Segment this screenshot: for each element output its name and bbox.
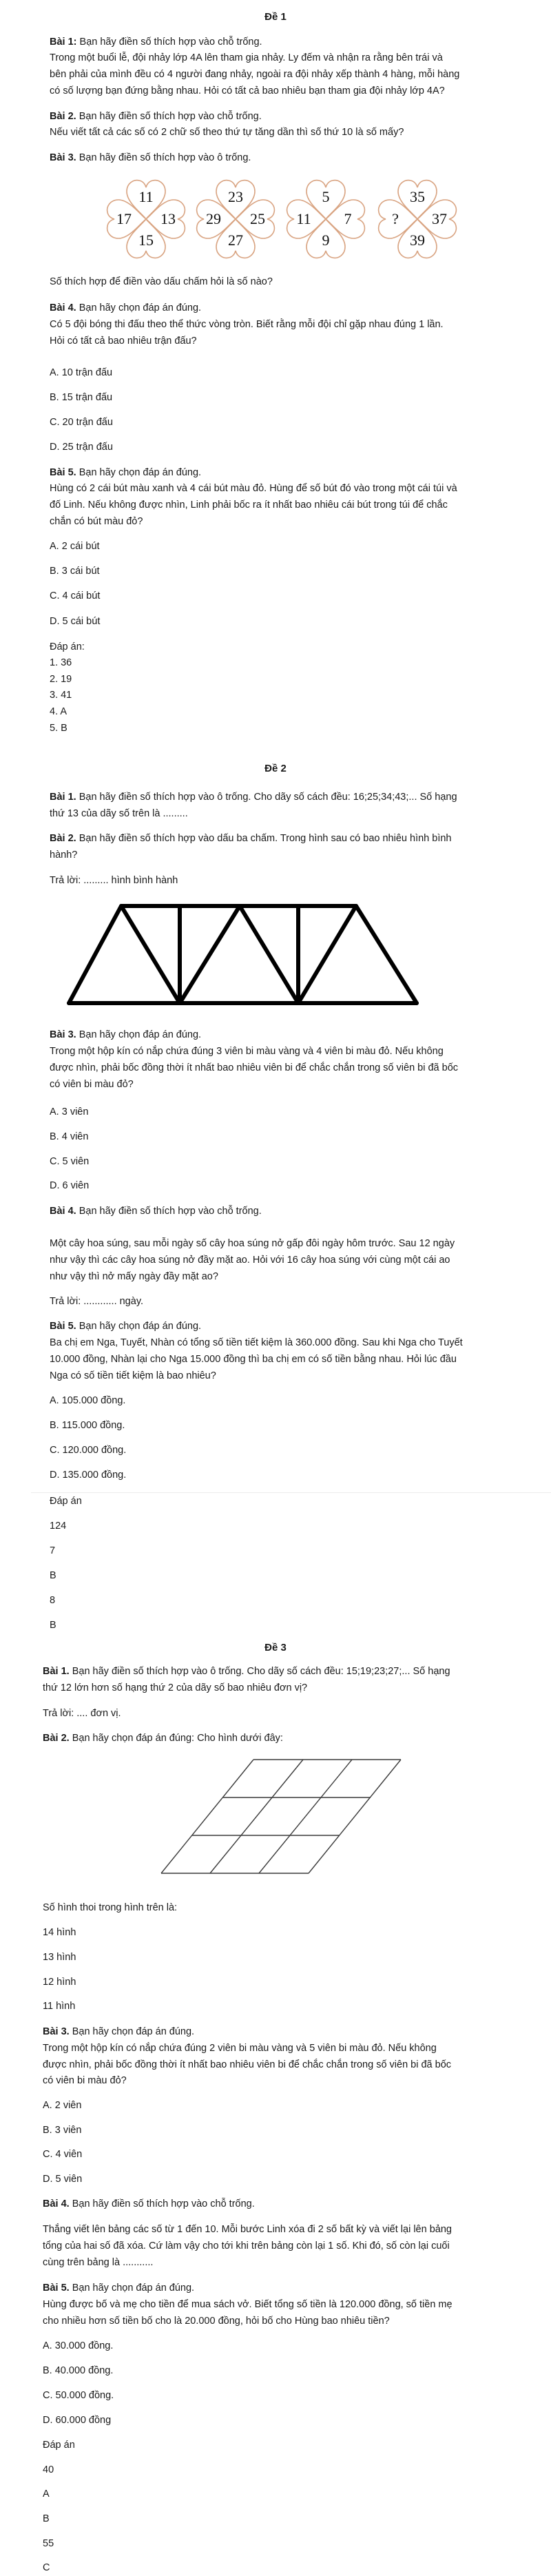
de3-bai3-prompt: Bạn hãy chọn đáp án đúng. bbox=[69, 2026, 195, 2037]
de3-bai3-label: Bài 3. bbox=[43, 2026, 70, 2037]
flower-4-left: ? bbox=[392, 210, 399, 228]
de2-bai1-line: thứ 13 của dãy số trên là ......... bbox=[50, 808, 188, 819]
de2-bai5-heading bbox=[50, 1319, 201, 1335]
de3-bai5-label: Bài 5. bbox=[43, 2283, 70, 2294]
de2-bai1-label: Bài 1. bbox=[50, 792, 76, 803]
de3-bai1-answer-line: Trả lời: .... đơn vị. bbox=[43, 1708, 121, 1719]
flower-3-bottom: 9 bbox=[322, 231, 330, 249]
de2-answer-2: 7 bbox=[50, 1545, 56, 1556]
rhombus-grid-figure bbox=[157, 1755, 406, 1878]
de2-bai5-label: Bài 5. bbox=[50, 1321, 76, 1332]
de2-bai2-label: Bài 2. bbox=[50, 833, 76, 844]
de1-bai5-heading bbox=[50, 465, 201, 481]
de2-bai5-line: 10.000 đồng, Nhàn lại cho Nga 15.000 đồng thì ba chị em có số tiền bằng nhau. Hỏi lúc đầu bbox=[50, 1354, 457, 1365]
de1-bai3-question: Số thích hợp để điền vào dấu chấm hỏi là số nào? bbox=[50, 276, 273, 287]
de1-answer-2: 2. 19 bbox=[50, 674, 72, 685]
de2-bai4-label: Bài 4. bbox=[50, 1206, 76, 1217]
de3-bai3-option-d: D. 5 viên bbox=[43, 2174, 83, 2185]
de2-answers-label: Đáp án bbox=[50, 1496, 82, 1507]
de1-answer-5: 5. B bbox=[50, 723, 67, 734]
de1-bai4-option-b: B. 15 trận đấu bbox=[50, 392, 113, 403]
de2-bai3-label: Bài 3. bbox=[50, 1029, 76, 1040]
de2-bai3-option-d: D. 6 viên bbox=[50, 1180, 90, 1191]
flower-4-bottom: 39 bbox=[410, 231, 425, 249]
de3-bai5-heading bbox=[43, 2280, 194, 2296]
de2-bai5-option-a: A. 105.000 đồng. bbox=[50, 1395, 126, 1406]
exam-2-title: Đề 2 bbox=[264, 763, 287, 774]
de1-bai3-label: Bài 3. bbox=[50, 152, 76, 163]
de3-bai2-label: Bài 2. bbox=[43, 1733, 70, 1744]
de3-bai1-line: thứ 12 lớn hơn số hạng thứ 2 của dãy số bao nhiêu đơn vị? bbox=[43, 1682, 308, 1693]
de2-answer-4: 8 bbox=[50, 1595, 56, 1606]
de3-bai4-prompt: Bạn hãy điền số thích hợp vào chỗ trống. bbox=[69, 2198, 255, 2209]
de3-bai4-line: tổng của hai số đã xóa. Cứ làm vậy cho tới khi trên bảng còn lại 1 số. Khi đó, số còn lại cuối bbox=[43, 2240, 450, 2252]
de3-bai2-option-4: 11 hình bbox=[43, 2001, 76, 2012]
de1-bai4-line: Hỏi có tất cả bao nhiêu trận đấu? bbox=[50, 336, 197, 347]
flower-3-right: 7 bbox=[344, 210, 352, 228]
de3-bai3-option-b: B. 3 viên bbox=[43, 2125, 82, 2136]
de3-answers-label: Đáp án bbox=[43, 2440, 75, 2451]
de3-answer-3: B bbox=[43, 2513, 50, 2524]
section-divider bbox=[31, 1492, 551, 1493]
de2-bai3-option-c: C. 5 viên bbox=[50, 1156, 90, 1167]
de3-bai4-heading bbox=[43, 2196, 255, 2212]
flower-1-right: 13 bbox=[160, 210, 176, 228]
de2-bai2-answer-line: Trả lời: ......... hình bình hành bbox=[50, 875, 178, 886]
de3-answer-2: A bbox=[43, 2489, 50, 2500]
de3-bai2-heading bbox=[43, 1731, 283, 1746]
de1-bai4-prompt: Bạn hãy chọn đáp án đúng. bbox=[76, 302, 202, 313]
clover-flowers-figure bbox=[96, 176, 468, 265]
de3-bai1-label: Bài 1. bbox=[43, 1666, 70, 1677]
de1-bai5-option-d: D. 5 cái bút bbox=[50, 616, 101, 627]
de2-answer-1: 124 bbox=[50, 1521, 67, 1532]
de1-bai1-line: có số lượng bạn đứng bằng nhau. Hỏi có tất cả bao nhiêu bạn tham gia đội nhảy lớp 4A? bbox=[50, 85, 445, 96]
de1-bai1-line: bên phải của mình đều có 4 người đang nhảy, ngoài ra đội nhảy xếp thành 4 hàng, mỗi hàng bbox=[50, 69, 460, 80]
de2-answer-3: B bbox=[50, 1570, 56, 1581]
flower-3-left: 11 bbox=[296, 210, 311, 228]
de1-bai5-label: Bài 5. bbox=[50, 467, 76, 478]
flower-1-top: 11 bbox=[138, 188, 154, 206]
de1-bai1-heading bbox=[50, 34, 262, 50]
de1-bai2-label: Bài 2. bbox=[50, 111, 76, 122]
flower-4-right: 37 bbox=[432, 210, 447, 228]
parallelogram-truss-figure bbox=[65, 899, 424, 1009]
de3-bai5-option-a: A. 30.000 đồng. bbox=[43, 2340, 114, 2351]
de1-answer-1: 1. 36 bbox=[50, 657, 72, 668]
de1-bai4-option-d: D. 25 trận đấu bbox=[50, 442, 113, 453]
flower-2-bottom: 27 bbox=[228, 231, 243, 249]
flower-4-top: 35 bbox=[410, 188, 425, 206]
de3-bai5-prompt: Bạn hãy chọn đáp án đúng. bbox=[69, 2283, 195, 2294]
de1-bai1-label: Bài 1: bbox=[50, 37, 77, 48]
de3-bai3-line: Trong một hộp kín có nắp chứa đúng 2 viên bi màu vàng và 5 viên bi màu đỏ. Nếu không bbox=[43, 2043, 437, 2054]
de1-bai5-prompt: Bạn hãy chọn đáp án đúng. bbox=[76, 467, 202, 478]
de2-bai3-line: được nhìn, phải bốc đồng thời ít nhất bao nhiêu viên bi để chắc chắn trong số viên bi đã bốc bbox=[50, 1062, 459, 1073]
de2-bai4-heading bbox=[50, 1204, 262, 1219]
de3-answer-5: C bbox=[43, 2562, 50, 2573]
de1-bai4-option-c: C. 20 trận đấu bbox=[50, 417, 113, 428]
de2-bai3-heading bbox=[50, 1027, 201, 1043]
de2-bai3-prompt: Bạn hãy chọn đáp án đúng. bbox=[76, 1029, 202, 1040]
de1-bai4-line: Có 5 đội bóng thi đấu theo thể thức vòng tròn. Biết rằng mỗi đội chỉ gặp nhau đúng 1 lần. bbox=[50, 319, 444, 330]
de3-bai2-option-1: 14 hình bbox=[43, 1927, 76, 1938]
flower-2-left: 29 bbox=[206, 210, 221, 228]
de1-answer-4: 4. A bbox=[50, 706, 67, 717]
de3-bai1-heading bbox=[43, 1664, 450, 1680]
flower-3 bbox=[287, 181, 365, 258]
de3-bai3-option-a: A. 2 viên bbox=[43, 2100, 82, 2111]
de3-bai4-label: Bài 4. bbox=[43, 2198, 70, 2209]
de1-bai4-heading bbox=[50, 300, 201, 316]
de3-bai5-option-c: C. 50.000 đồng. bbox=[43, 2390, 114, 2401]
de1-bai5-line: Hùng có 2 cái bút màu xanh và 4 cái bút màu đỏ. Hùng để số bút đó vào trong một cái túi và bbox=[50, 483, 457, 494]
de1-answers-label: Đáp án: bbox=[50, 641, 85, 652]
de2-bai2-line: hành? bbox=[50, 849, 78, 861]
de2-bai4-line: Một cây hoa súng, sau mỗi ngày số cây hoa súng nở gấp đôi ngày hôm trước. Sau 12 ngày bbox=[50, 1238, 455, 1249]
de2-bai5-option-d: D. 135.000 đồng. bbox=[50, 1470, 127, 1481]
de2-bai5-option-c: C. 120.000 đồng. bbox=[50, 1445, 127, 1456]
de3-answer-4: 55 bbox=[43, 2538, 54, 2549]
de3-bai3-line: có viên bi màu đỏ? bbox=[43, 2075, 127, 2086]
de1-bai1-line: Trong một buổi lễ, đội nhảy lớp 4A lên tham gia nhảy. Ly đếm và nhận ra rằng bên trái và bbox=[50, 52, 443, 63]
de2-bai4-prompt: Bạn hãy điền số thích hợp vào chỗ trống. bbox=[76, 1206, 262, 1217]
de1-bai5-option-a: A. 2 cái bút bbox=[50, 541, 100, 552]
exam-3-title: Đề 3 bbox=[264, 1642, 287, 1653]
de1-bai5-option-c: C. 4 cái bút bbox=[50, 590, 101, 601]
flower-2-right: 25 bbox=[250, 210, 265, 228]
de2-bai2-heading bbox=[50, 831, 451, 847]
de1-bai5-option-b: B. 3 cái bút bbox=[50, 566, 100, 577]
de1-bai3-heading bbox=[50, 150, 251, 166]
de3-bai3-option-c: C. 4 viên bbox=[43, 2149, 83, 2160]
de3-bai2-option-2: 13 hình bbox=[43, 1952, 76, 1963]
de2-bai3-option-b: B. 4 viên bbox=[50, 1131, 89, 1142]
flower-3-top: 5 bbox=[322, 188, 330, 206]
de2-bai4-line: như vậy thì các cây hoa súng nở đầy mặt ao. Hỏi với 16 cây hoa súng với cùng một cái ao bbox=[50, 1255, 450, 1266]
de1-bai3-prompt: Bạn hãy điền số thích hợp vào ô trống. bbox=[76, 152, 251, 163]
de2-answer-5: B bbox=[50, 1620, 56, 1631]
de3-bai1-line: Bạn hãy điền số thích hợp vào ô trống. Cho dãy số cách đều: 15;19;23;27;... Số hạng bbox=[69, 1666, 450, 1677]
de3-answer-1: 40 bbox=[43, 2464, 54, 2475]
de1-bai5-line: chắn có bút màu đỏ? bbox=[50, 516, 143, 527]
flower-1 bbox=[107, 181, 185, 258]
de2-bai4-answer-line: Trả lời: ............ ngày. bbox=[50, 1296, 144, 1307]
de2-bai5-line: Nga có số tiền tiết kiệm là bao nhiêu? bbox=[50, 1370, 216, 1381]
de2-bai1-heading bbox=[50, 790, 457, 805]
de1-bai1-prompt: Bạn hãy điền số thích hợp vào chỗ trống. bbox=[76, 37, 262, 48]
flower-4 bbox=[379, 181, 457, 258]
de2-bai1-line: Bạn hãy điền số thích hợp vào ô trống. Cho dãy số cách đều: 16;25;34;43;... Số hạng bbox=[76, 792, 457, 803]
de2-bai5-prompt: Bạn hãy chọn đáp án đúng. bbox=[76, 1321, 202, 1332]
de1-bai5-line: đố Linh. Nếu không được nhìn, Linh phải bốc ra ít nhất bao nhiêu cái bút trong túi để chắc bbox=[50, 499, 448, 511]
de2-bai5-line: Ba chị em Nga, Tuyết, Nhàn có tổng số tiền tiết kiệm là 360.000 đồng. Sau khi Nga cho Tuyết bbox=[50, 1337, 463, 1348]
de2-bai5-option-b: B. 115.000 đồng. bbox=[50, 1420, 125, 1431]
de1-bai4-option-a: A. 10 trận đấu bbox=[50, 367, 113, 378]
de2-bai3-line: Trong một hộp kín có nắp chứa đúng 3 viên bi màu vàng và 4 viên bi màu đỏ. Nếu không bbox=[50, 1046, 444, 1057]
de1-bai2-heading bbox=[50, 109, 262, 125]
flower-1-bottom: 15 bbox=[138, 231, 154, 249]
de3-bai2-question: Số hình thoi trong hình trên là: bbox=[43, 1902, 178, 1913]
de1-bai2-line: Nếu viết tất cả các số có 2 chữ số theo thứ tự tăng dần thì số thứ 10 là số mấy? bbox=[50, 127, 404, 138]
flower-1-left: 17 bbox=[116, 210, 132, 228]
de3-bai4-line: Thắng viết lên bảng các số từ 1 đến 10. Mỗi bước Linh xóa đi 2 số bất kỳ và viết lại lên bảng bbox=[43, 2224, 452, 2235]
de1-answer-3: 3. 41 bbox=[50, 690, 72, 701]
de3-bai5-line: Hùng được bố và mẹ cho tiền để mua sách vở. Biết tổng số tiền là 120.000 đồng, số tiền mẹ bbox=[43, 2299, 453, 2310]
de3-bai2-option-3: 12 hình bbox=[43, 1977, 76, 1988]
de3-bai3-heading bbox=[43, 2024, 194, 2040]
de2-bai3-option-a: A. 3 viên bbox=[50, 1106, 89, 1117]
flower-2 bbox=[197, 181, 275, 258]
de3-bai3-line: được nhìn, phải bốc đồng thời ít nhất bao nhiêu viên bi để chắc chắn trong số viên bi đã bốc bbox=[43, 2059, 452, 2070]
de3-bai5-option-b: B. 40.000 đồng. bbox=[43, 2365, 114, 2376]
de1-bai4-label: Bài 4. bbox=[50, 302, 76, 313]
de2-bai3-line: có viên bi màu đỏ? bbox=[50, 1079, 134, 1090]
de2-bai2-line: Bạn hãy điền số thích hợp vào dấu ba chấm. Trong hình sau có bao nhiêu hình bình bbox=[76, 833, 452, 844]
de2-bai4-line: như vậy thì nở mấy ngày đầy mặt ao? bbox=[50, 1271, 218, 1282]
exam-1-title: Đề 1 bbox=[264, 11, 287, 23]
de1-bai2-prompt: Bạn hãy điền số thích hợp vào chỗ trống. bbox=[76, 111, 262, 122]
de3-bai2-prompt: Bạn hãy chọn đáp án đúng: Cho hình dưới đây: bbox=[69, 1733, 283, 1744]
de3-bai4-line: cùng trên bảng là ........... bbox=[43, 2257, 154, 2268]
de3-bai5-option-d: D. 60.000 đồng bbox=[43, 2415, 112, 2426]
flower-2-top: 23 bbox=[228, 188, 243, 206]
de3-bai5-line: cho nhiều hơn số tiền bố cho là 20.000 đồng, hỏi bố cho Hùng bao nhiêu tiền? bbox=[43, 2316, 390, 2327]
